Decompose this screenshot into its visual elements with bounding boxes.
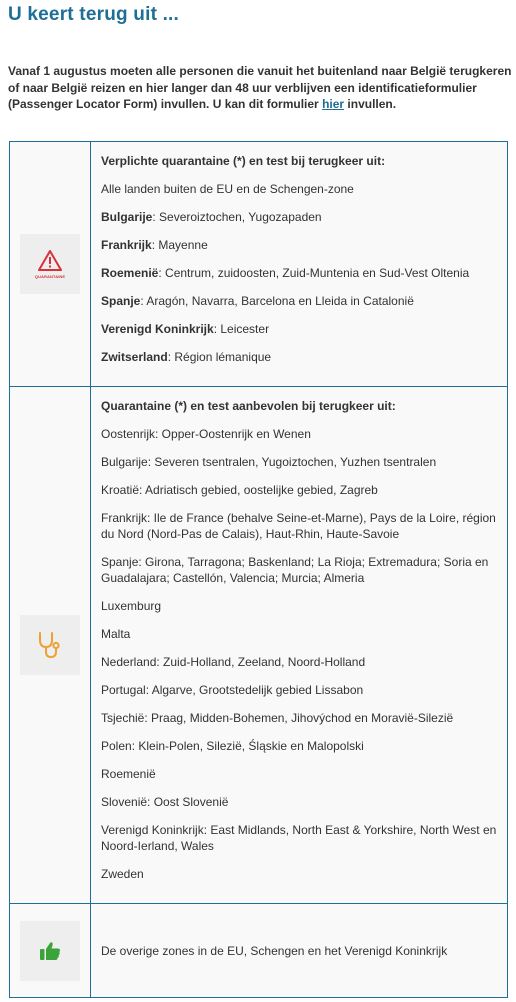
other-zones-text: De overige zones in de EU, Schengen en het Verenigd Koninkrijk bbox=[101, 943, 448, 958]
stethoscope-icon bbox=[36, 630, 64, 660]
list-item: Roemenië: Centrum, zuidoosten, Zuid-Muntenia en Sud-Vest Oltenia bbox=[101, 266, 470, 280]
icon-cell bbox=[10, 387, 91, 903]
thumbs-up-icon-box bbox=[20, 921, 80, 981]
page-title: U keert terug uit ... bbox=[8, 4, 180, 25]
intro-text-end: invullen. bbox=[344, 97, 397, 111]
list-item: Spanje: Aragón, Navarra, Barcelona en Lleida in Catalonië bbox=[101, 294, 414, 308]
list-item: Alle landen buiten de EU en de Schengen-zone bbox=[101, 182, 354, 196]
warning-triangle-icon bbox=[37, 249, 63, 272]
list-item: Portugal: Algarve, Grootstedelijk gebied Lissabon bbox=[101, 683, 364, 697]
list-item: Luxemburg bbox=[101, 599, 162, 613]
thumbs-up-icon bbox=[39, 941, 61, 961]
stethoscope-icon-box bbox=[20, 615, 80, 675]
icon-cell bbox=[10, 904, 91, 997]
list-item: Roemenië bbox=[101, 767, 156, 781]
list-item: Kroatië: Adriatisch gebied, oostelijke gebied, Zagreb bbox=[101, 483, 378, 497]
list-item: Bulgarije: Severoiztochen, Yugozapaden bbox=[101, 210, 322, 224]
list-item: Bulgarije: Severen tsentralen, Yugoiztochen, Yuzhen tsentralen bbox=[101, 455, 437, 469]
intro-paragraph bbox=[8, 63, 514, 113]
quarantine-icon-box bbox=[20, 234, 80, 294]
content-cell bbox=[91, 142, 507, 386]
row-heading: Quarantaine (*) en test aanbevolen bij terugkeer uit: bbox=[101, 399, 396, 413]
quarantine-icon-caption: QUARANTAINE bbox=[34, 274, 66, 279]
list-item: Malta bbox=[101, 627, 131, 641]
list-item: Nederland: Zuid-Holland, Zeeland, Noord-Holland bbox=[101, 655, 366, 669]
list-item: Zweden bbox=[101, 867, 144, 881]
list-item: Oostenrijk: Opper-Oostenrijk en Wenen bbox=[101, 427, 311, 441]
travel-zones-table bbox=[9, 141, 508, 998]
list-item: Tsjechië: Praag, Midden-Bohemen, Jihovýchod en Moravië-Silezië bbox=[101, 711, 454, 725]
list-item: Verenigd Koninkrijk: Leicester bbox=[101, 322, 270, 336]
list-item: Verenigd Koninkrijk: East Midlands, North East & Yorkshire, North West en Noord-Ierland, Wales bbox=[101, 823, 497, 853]
form-link[interactable]: hier bbox=[322, 97, 345, 111]
list-item: Slovenië: Oost Slovenië bbox=[101, 795, 229, 809]
list-item: Frankrijk: Mayenne bbox=[101, 238, 208, 252]
list-item: Spanje: Girona, Tarragona; Baskenland; La Rioja; Extremadura; Soria en Guadalajara; Castellón, Valencia; Murcia; Almeria bbox=[101, 555, 489, 585]
row-mandatory-quarantine bbox=[10, 142, 507, 387]
icon-cell bbox=[10, 142, 91, 386]
intro-text: Vanaf 1 augustus moeten alle personen die vanuit het buitenland naar België terugkeren of naar België reizen en hier langer dan 48 uur verblijven een identificatieformulier (Passenger Locator Form) invullen. U kan dit formulier bbox=[8, 64, 512, 111]
list-item: Polen: Klein-Polen, Silezië, Śląskie en Malopolski bbox=[101, 739, 364, 753]
list-item: Frankrijk: Ile de France (behalve Seine-et-Marne), Pays de la Loire, région du Nord (Nord-Pas de Calais), Haut-Rhin, Haute-Savoie bbox=[101, 511, 496, 541]
list-item: Zwitserland: Région lémanique bbox=[101, 350, 272, 364]
row-heading: Verplichte quarantaine (*) en test bij terugkeer uit: bbox=[101, 154, 386, 168]
content-cell bbox=[91, 387, 507, 903]
row-other-zones bbox=[10, 904, 507, 997]
content-cell bbox=[91, 904, 507, 997]
row-recommended-quarantine bbox=[10, 387, 507, 904]
